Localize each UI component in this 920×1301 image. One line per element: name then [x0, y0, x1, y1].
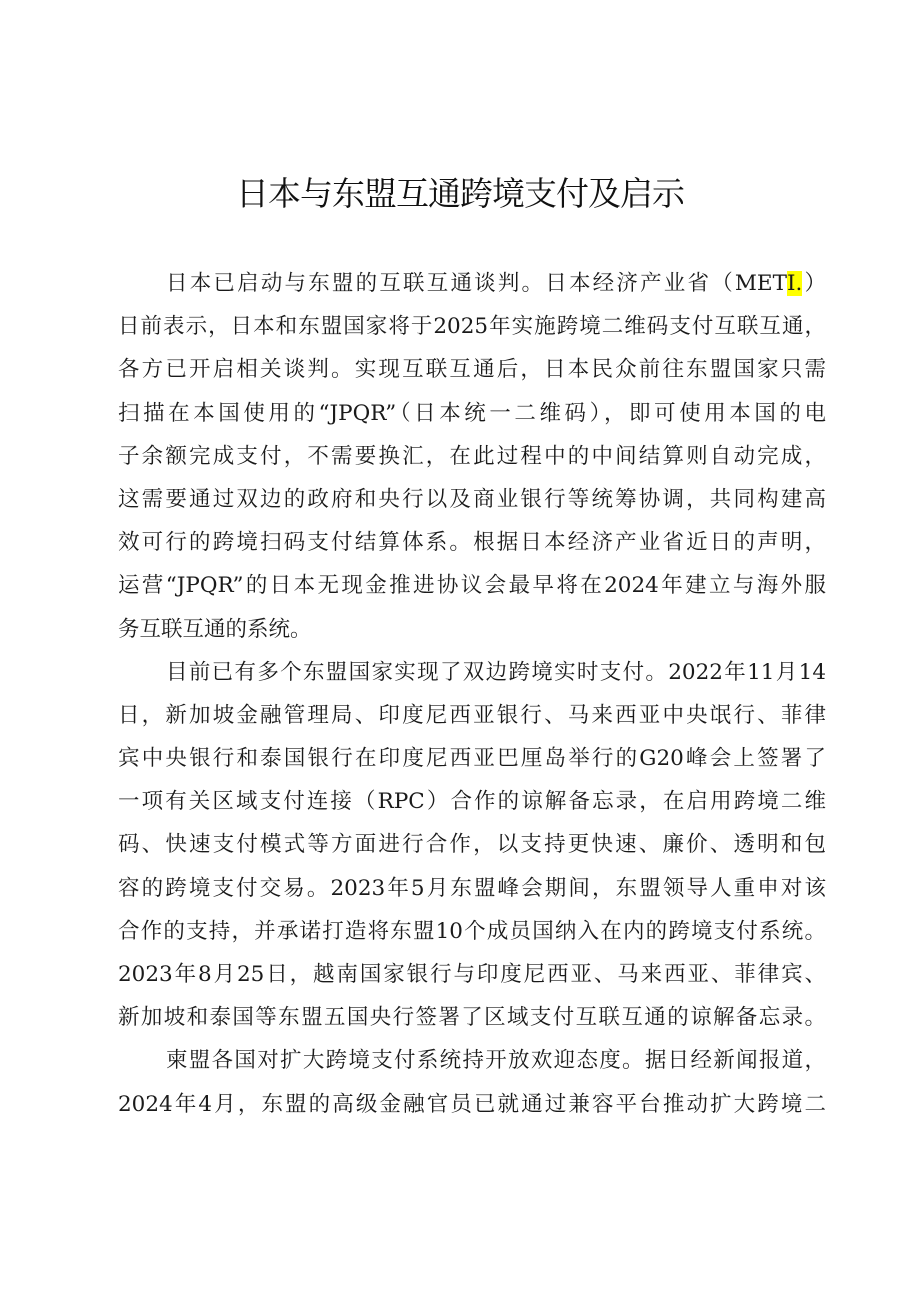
paragraph-1-line-5: 子余额完成支付，不需要换汇，在此过程中的中间结算则自动完成， [118, 443, 826, 469]
paragraph-1-line-6: 这需要通过双边的政府和央行以及商业银行等统筹协调，共同构建高 [118, 486, 826, 512]
paragraph-1-line-3: 各方已开启相关谈判。实现互联互通后，日本民众前往东盟国家只需 [118, 357, 826, 383]
paragraph-3-line-2: 2024年4月，东盟的高级金融官员已就通过兼容平台推动扩大跨境二 [118, 1091, 826, 1117]
paragraph-2-line-7: 合作的支持，并承诺打造将东盟10个成员国纳入在内的跨境支付系统。 [118, 918, 826, 944]
paragraph-2-line-5: 码、快速支付模式等方面进行合作，以支持更快速、廉价、透明和包 [118, 832, 826, 858]
paragraph-1-line-2: 日前表示，日本和东盟国家将于2025年实施跨境二维码支付互联互通， [118, 314, 826, 340]
highlighted-text: I. [786, 271, 803, 296]
paragraph-2-line-6: 容的跨境支付交易。2023年5月东盟峰会期间，东盟领导人重申对该 [118, 875, 826, 901]
text-segment: ） [802, 271, 826, 296]
paragraph-2-line-2: 日，新加坡金融管理局、印度尼西亚银行、马来西亚中央氓行、菲律 [118, 702, 826, 728]
paragraph-2-line-9: 新加坡和泰国等东盟五国央行签署了区域支付互联互通的谅解备忘录。 [118, 1005, 826, 1031]
paragraph-1-line-8: 运营“JPQR”的日本无现金推进协议会最早将在2024年建立与海外服 [118, 573, 826, 599]
paragraph-2-line-3: 宾中央银行和泰国银行在印度尼西亚巴厘岛举行的G20峰会上签署了 [118, 746, 826, 772]
paragraph-1-line-1 [118, 262, 826, 305]
document-title: 日本与东盟互通跨境支付及启示 [236, 174, 684, 213]
paragraph-3-line-1: 柬盟各国对扩大跨境支付系统持开放欢迎态度。据日经新闻报道， [166, 1048, 826, 1074]
paragraph-1-line-7: 效可行的跨境扫码支付结算体系。根据日本经济产业省近日的声明， [118, 530, 826, 556]
paragraph-1-line-4: 扫描在本国使用的“JPQR”（日本统一二维码），即可使用本国的电 [118, 400, 826, 426]
paragraph-2-line-4: 一项有关区域支付连接（RPC）合作的谅解备忘录，在启用跨境二维 [118, 789, 826, 815]
paragraph-2-line-8: 2023年8月25日，越南国家银行与印度尼西亚、马来西亚、菲律宾、 [118, 962, 826, 987]
paragraph-2-line-1: 目前已有多个东盟国家实现了双边跨境实时支付。2022年11月14 [166, 659, 826, 685]
paragraph-1-line-9: 务互联互通的系统。 [118, 616, 312, 642]
text-segment: 日本已启动与东盟的互联互通谈判。日本经济产业省（MET [166, 271, 787, 296]
document-body [118, 262, 826, 1126]
